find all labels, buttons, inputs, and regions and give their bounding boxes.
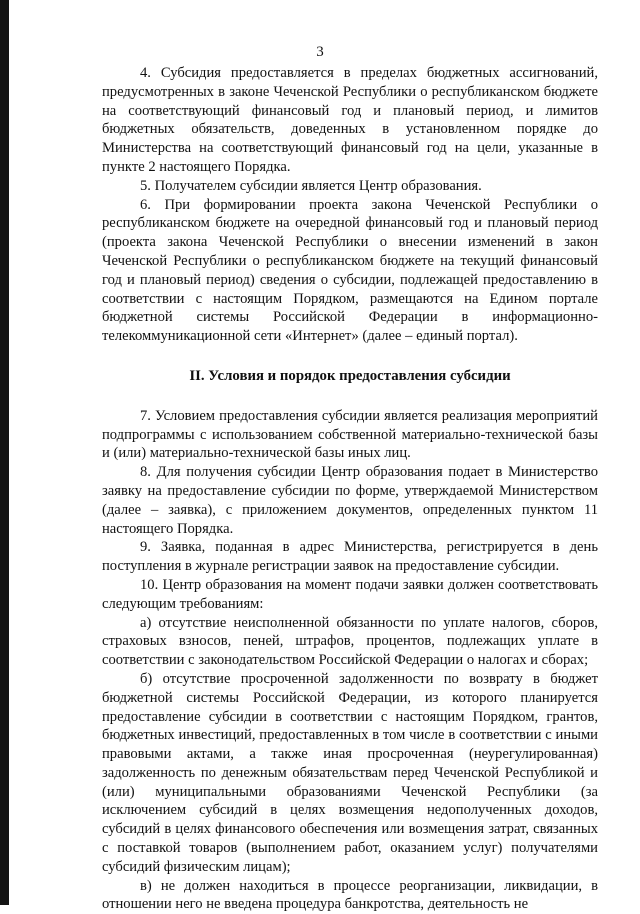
paragraph-7: 7. Условием предоставления субсидии является реализация мероприятий подпрограммы с использованием собственной материально-технической базы и (или) материально-технической базы иных лиц. [102, 407, 598, 462]
paragraph-10a: а) отсутствие неисполненной обязанности по уплате налогов, сборов, страховых взносов, пеней, штрафов, процентов, подлежащих уплате в соответствии с законодательством Российской Федерации о налогах и сборах; [102, 614, 598, 669]
page-number: 3 [316, 44, 324, 60]
paragraph-8: 8. Для получения субсидии Центр образования подает в Министерство заявку на предоставление субсидии по форме, утверждаемой Министерством (далее – заявка), с приложением документов, определенных пунктом 11 настоящего Порядка. [102, 464, 598, 537]
document-body [102, 64, 598, 914]
paragraph-10: 10. Центр образования на момент подачи заявки должен соответствовать следующим требованиям: [102, 576, 598, 612]
paragraph-10b: б) отсутствие просроченной задолженности по возврату в бюджет бюджетной системы Российской Федерации, из которого планируется предоставление субсидии в соответствии с настоящим Порядком, грантов, бюджетных инвестиций, предоставленных в том числе в соответствии с иными правовыми актами, а также иная просроченная (неурегулированная) задолженность по денежным обязательствам перед Чеченской Республикой и (или) муниципальными образованиями Чеченской Республики (за исключением субсидий в целях возмещения недополученных доходов, субсидий в целях финансового обеспечения или возмещения затрат, связанных с поставкой товаров (выполнением работ, оказанием услуг) получателями субсидий физическим лицам); [102, 670, 598, 875]
paragraph-10v: в) не должен находиться в процессе реорганизации, ликвидации, в отношении него не введена процедура банкротства, деятельность не [102, 877, 598, 913]
paragraph-4: 4. Субсидия предоставляется в пределах бюджетных ассигнований, предусмотренных в законе Чеченской Республики о республиканском бюджете на соответствующий финансовый год и плановый период, и лимитов бюджетных обязательств, доведенных в установленном порядке до Министерства на соответствующий финансовый год на цели, указанные в пункте 2 настоящего Порядка. [102, 65, 598, 175]
section-heading: II. Условия и порядок предоставления субсидии [189, 367, 511, 384]
paragraph-5: 5. Получателем субсидии является Центр образования. [140, 177, 482, 194]
scan-binding-edge [0, 0, 9, 905]
paragraph-6: 6. При формировании проекта закона Чеченской Республики о республиканском бюджете на очередной финансовый год и плановый период (проекта закона Чеченской Республики о внесении изменений в закон Чеченской Республики о республиканском бюджете на текущий финансовый год и плановый период) сведения о субсидии, подлежащей предоставлению в соответствии с настоящим Порядком, размещаются на Едином портале бюджетной системы Российской Федерации в информационно-телекоммуникационной сети «Интернет» (далее – единый портал). [102, 196, 598, 345]
paragraph-9: 9. Заявка, поданная в адрес Министерства, регистрируется в день поступления в журнале регистрации заявок на предоставление субсидии. [102, 539, 598, 575]
